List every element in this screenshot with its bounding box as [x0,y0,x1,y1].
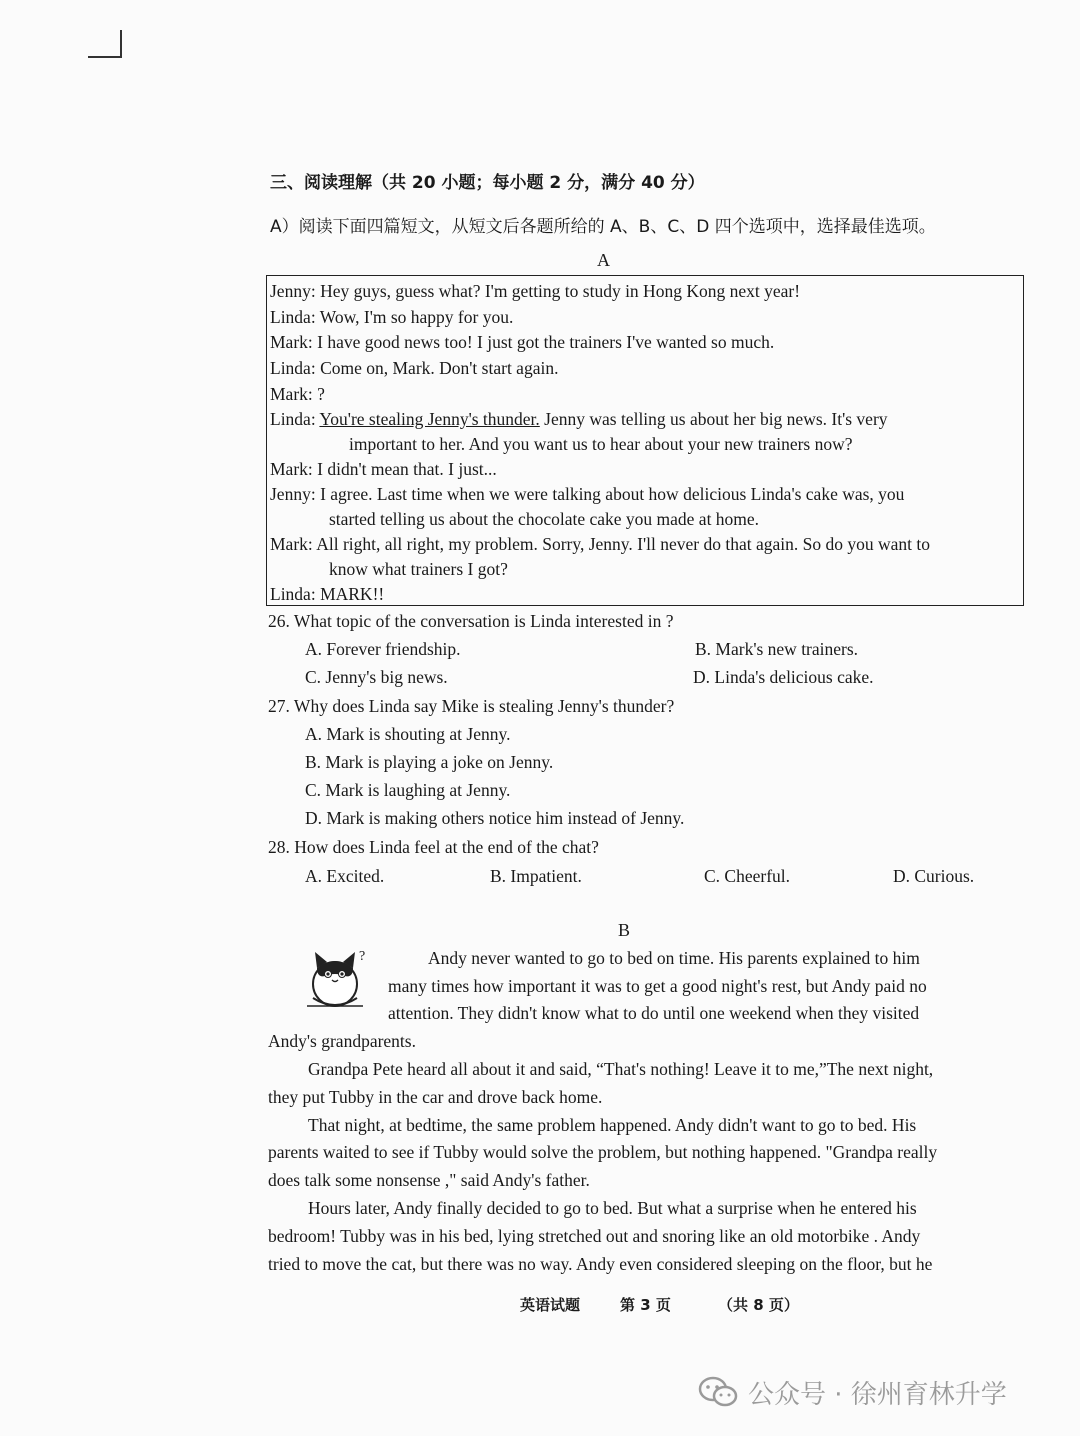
option: A. Forever friendship. [305,639,461,659]
dialogue-line [270,534,930,555]
passage-line: Andy never wanted to go to bed on time. His parents explained to him [428,948,920,968]
passage-line: Hours later, Andy finally decided to go to bed. But what a surprise when he entered his [308,1198,917,1218]
instructions: A）阅读下面四篇短文，从短文后各题所给的 A、B、C、D 四个选项中，选择最佳选项。 [270,217,936,237]
dialogue-continuation: know what trainers I got? [329,559,508,579]
passage-line: tried to move the cat, but there was no way. Andy even considered sleeping on the floor, but he [268,1254,933,1274]
speaker: Linda: [270,584,316,604]
option: B. Mark is playing a joke on Jenny. [305,752,554,772]
utterance: All right, all right, my problem. Sorry, Jenny. I'll never do that again. So do you want to [316,534,930,554]
wechat-icon [698,1375,738,1409]
speaker: Linda: [270,409,316,429]
passage-line: Grandpa Pete heard all about it and said, “That's nothing! Leave it to me,”The next night, [308,1059,934,1079]
passage-line: That night, at bedtime, the same problem happened. Andy didn't want to go to bed. His [308,1115,917,1135]
dialogue-line [270,484,904,505]
corner-crop-mark [88,30,122,58]
footer-total: （共 8 页） [718,1296,799,1314]
utterance: ? [317,384,325,404]
dialogue-line [270,332,774,353]
option: C. Cheerful. [704,866,791,886]
speaker: Linda: [270,358,316,378]
dialogue-line [270,459,497,480]
passage-line: many times how important it was to get a good night's rest, but Andy paid no [388,976,927,996]
underlined-phrase: You're stealing Jenny's thunder. [319,409,540,429]
passage-line: bedroom! Tubby was in his bed, lying stretched out and snoring like an old motorbike . Andy [268,1226,921,1246]
passage-line: does talk some nonsense ," said Andy's father. [268,1170,590,1190]
dialogue-line [270,584,384,605]
option: C. Mark is laughing at Jenny. [305,780,511,800]
section-heading: 三、阅读理解（共 20 小题；每小题 2 分，满分 40 分） [270,173,705,193]
watermark-text: 公众号 · 徐州育林升学 [748,1379,1007,1410]
passage-line: they put Tubby in the car and drove back home. [268,1087,603,1107]
cat-illustration [305,946,371,1010]
utterance: I have good news too! I just got the trainers I've wanted so much. [317,332,775,352]
utterance: Hey guys, guess what? I'm getting to study in Hong Kong next year! [320,281,801,301]
passage-a-label: A [597,250,610,270]
option: C. Jenny's big news. [305,667,448,687]
option: B. Mark's new trainers. [695,639,859,659]
option: D. Linda's delicious cake. [693,667,874,687]
utterance: I didn't mean that. I just... [317,459,497,479]
dialogue-line [270,281,800,302]
speaker: Jenny: [270,281,316,301]
speaker: Mark: [270,459,313,479]
option: A. Excited. [305,866,385,886]
footer-subject: 英语试题 [520,1296,581,1314]
footer-page: 第 3 页 [620,1296,671,1314]
question-stem: 26. What topic of the conversation is Linda interested in ? [268,611,674,631]
option: D. Curious. [893,866,975,886]
utterance: MARK!! [320,584,385,604]
watermark [698,1372,1007,1412]
utterance: I agree. Last time when we were talking about how delicious Linda's cake was, you [320,484,905,504]
question-stem: 28. How does Linda feel at the end of the chat? [268,837,599,857]
passage-line: Andy's grandparents. [268,1031,416,1051]
option: A. Mark is shouting at Jenny. [305,724,511,744]
dialogue-continuation: started telling us about the chocolate cake you made at home. [329,509,760,529]
speaker: Linda: [270,307,316,327]
svg-text:?: ? [359,949,366,964]
utterance: Come on, Mark. Don't start again. [320,358,559,378]
speaker: Jenny: [270,484,316,504]
dialogue-box [266,275,1024,606]
option: D. Mark is making others notice him instead of Jenny. [305,808,685,828]
dialogue-line [270,384,325,405]
speaker: Mark: [270,332,313,352]
dialogue-continuation: important to her. And you want us to hear about your new trainers now? [349,434,853,454]
speaker: Mark: [270,384,313,404]
passage-line: attention. They didn't know what to do until one weekend when they visited [388,1003,920,1023]
passage-b-label: B [618,920,631,940]
passage-line: parents waited to see if Tubby would solve the problem, but nothing happened. "Grandpa really [268,1142,938,1162]
question-stem: 27. Why does Linda say Mike is stealing Jenny's thunder? [268,696,675,716]
dialogue-line [270,307,513,328]
utterance: Wow, I'm so happy for you. [319,307,514,327]
utterance: Jenny was telling us about her big news. It's very [539,409,888,429]
dialogue-line [270,358,558,379]
option: B. Impatient. [490,866,582,886]
dialogue-line [270,409,888,430]
speaker: Mark: [270,534,313,554]
